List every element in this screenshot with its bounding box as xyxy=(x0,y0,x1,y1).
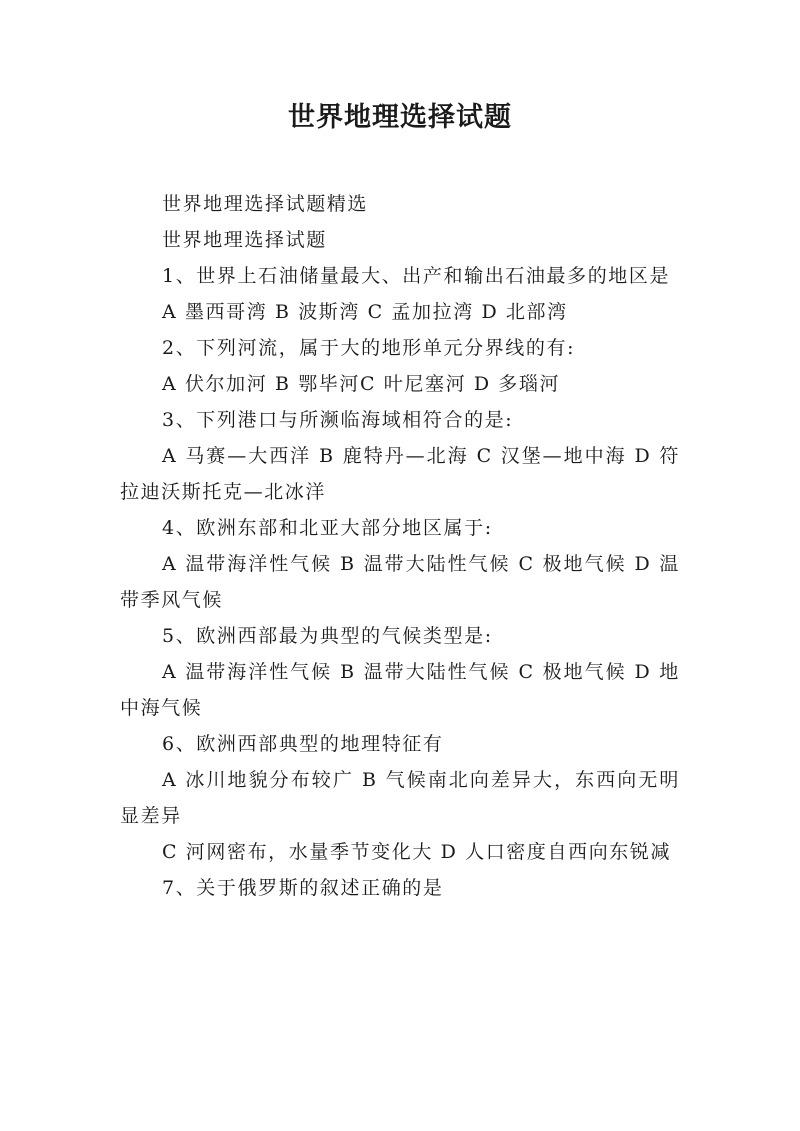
page-title: 世界地理选择试题 xyxy=(288,102,512,133)
question-4-options: A 温带海洋性气候 B 温带大陆性气候 C 极地气候 D 温带季风气候 xyxy=(120,553,680,611)
question-1-options: A 墨西哥湾 B 波斯湾 C 孟加拉湾 D 北部湾 xyxy=(162,301,568,323)
question-3: 3、下列港口与所濒临海域相符合的是: xyxy=(162,409,514,431)
question-5: 5、欧洲西部最为典型的气候类型是: xyxy=(162,625,493,647)
question-6: 6、欧洲西部典型的地理特征有 xyxy=(162,733,444,755)
question-4: 4、欧洲东部和北亚大部分地区属于: xyxy=(162,517,493,539)
document-body xyxy=(120,186,680,906)
question-2: 2、下列河流，属于大的地形单元分界线的有: xyxy=(162,337,576,359)
question-6-options-ab: A 冰川地貌分布较广 B 气候南北向差异大，东西向无明显差异 xyxy=(120,769,680,827)
question-5-options: A 温带海洋性气候 B 温带大陆性气候 C 极地气候 D 地中海气候 xyxy=(120,661,680,719)
paragraph-heading: 世界地理选择试题 xyxy=(162,229,327,251)
question-1: 1、世界上石油储量最大、出产和输出石油最多的地区是 xyxy=(162,265,671,287)
question-3-options: A 马赛—大西洋 B 鹿特丹—北海 C 汉堡—地中海 D 符拉迪沃斯托克—北冰洋 xyxy=(120,445,680,503)
question-2-options: A 伏尔加河 B 鄂毕河C 叶尼塞河 D 多瑙河 xyxy=(162,373,561,395)
paragraph-subtitle: 世界地理选择试题精选 xyxy=(162,193,369,215)
question-6-options-cd: C 河网密布，水量季节变化大 D 人口密度自西向东锐减 xyxy=(162,841,672,863)
question-7: 7、关于俄罗斯的叙述正确的是 xyxy=(162,877,444,899)
